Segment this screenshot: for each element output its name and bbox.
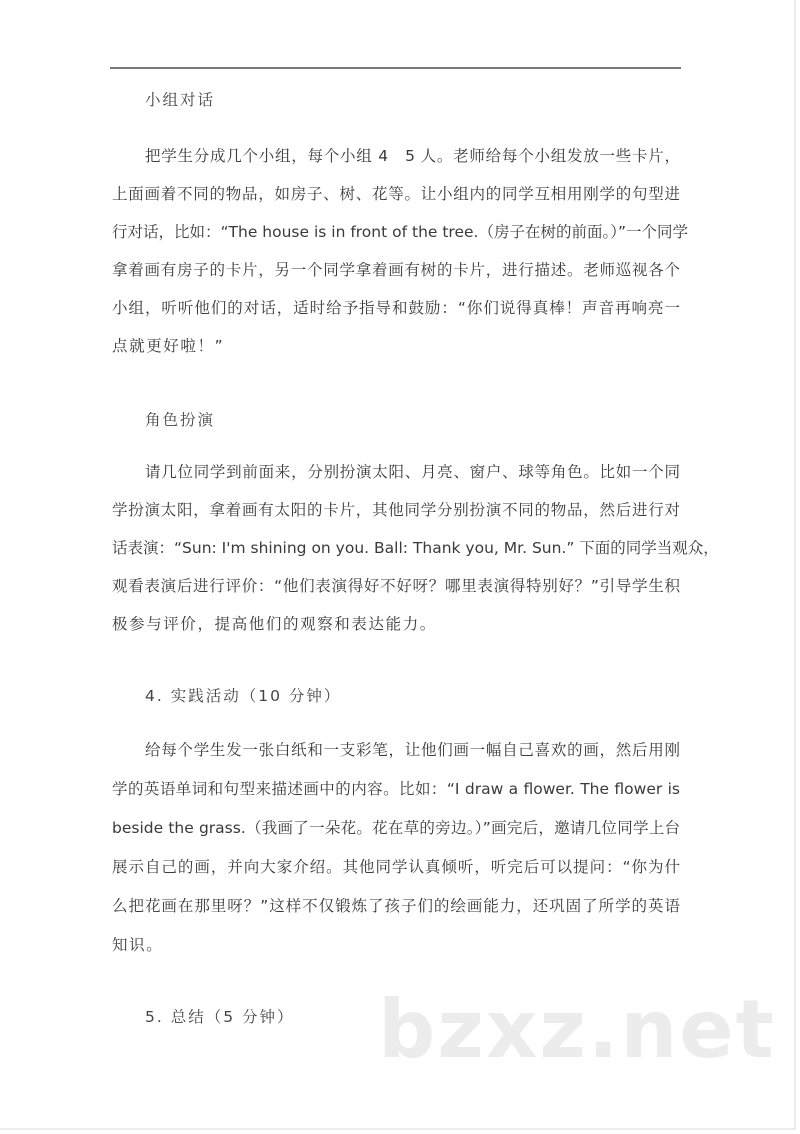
paragraph-line: 知识。 bbox=[112, 936, 164, 954]
paragraph-line: 展示自己的画，并向大家介绍。其他同学认真倾听，听完后可以提问：“你为什 bbox=[112, 858, 680, 876]
paragraph-line: 把学生分成几个小组，每个小组 4 5 人。老师给每个小组发放一些卡片， bbox=[145, 147, 680, 165]
section-heading-practice-activity: 4. 实践活动（10 分钟） bbox=[145, 687, 342, 705]
watermark-text: bzxz.net bbox=[378, 983, 776, 1076]
paragraph-line: 拿着画有房子的卡片，另一个同学拿着画有树的卡片，进行描述。老师巡视各个 bbox=[112, 261, 680, 279]
paragraph-line: 极参与评价，提高他们的观察和表达能力。 bbox=[112, 615, 437, 633]
paragraph-line: 话表演：“Sun: I'm shining on you. Ball: Thank you, Mr. Sun.” 下面的同学当观众， bbox=[112, 539, 719, 557]
paragraph-line: 请几位同学到前面来，分别扮演太阳、月亮、窗户、球等角色。比如一个同 bbox=[145, 463, 680, 481]
header-rule bbox=[110, 67, 681, 69]
paragraph-line: 行对话，比如：“The house is in front of the tree.（房子在树的前面。）”一个同学 bbox=[112, 223, 688, 241]
paragraph-line: 小组，听听他们的对话，适时给予指导和鼓励：“你们说得真棒！声音再响亮一 bbox=[112, 299, 680, 317]
section-heading-role-play: 角色扮演 bbox=[145, 411, 216, 429]
paragraph-line: beside the grass.（我画了一朵花。花在草的旁边。）”画完后，邀请几位同学上台 bbox=[112, 819, 680, 837]
paragraph-line: 观看表演后进行评价：“他们表演得好不好呀？哪里表演得特别好？”引导学生积 bbox=[112, 577, 680, 595]
paragraph-line: 学扮演太阳，拿着画有太阳的卡片，其他同学分别扮演不同的物品，然后进行对 bbox=[112, 501, 680, 519]
paragraph-line: 点就更好啦！” bbox=[112, 337, 225, 355]
paragraph-line: 学的英语单词和句型来描述画中的内容。比如：“I draw a flower. The flower is bbox=[112, 780, 680, 798]
paragraph-line: 上面画着不同的物品，如房子、树、花等。让小组内的同学互相用刚学的句型进 bbox=[112, 185, 680, 203]
section-heading-group-dialogue: 小组对话 bbox=[145, 91, 216, 109]
paragraph-line: 么把花画在那里呀？”这样不仅锻炼了孩子们的绘画能力，还巩固了所学的英语 bbox=[112, 897, 680, 915]
paragraph-line: 给每个学生发一张白纸和一支彩笔，让他们画一幅自己喜欢的画，然后用刚 bbox=[145, 741, 680, 759]
section-heading-summary: 5. 总结（5 分钟） bbox=[145, 1008, 295, 1026]
